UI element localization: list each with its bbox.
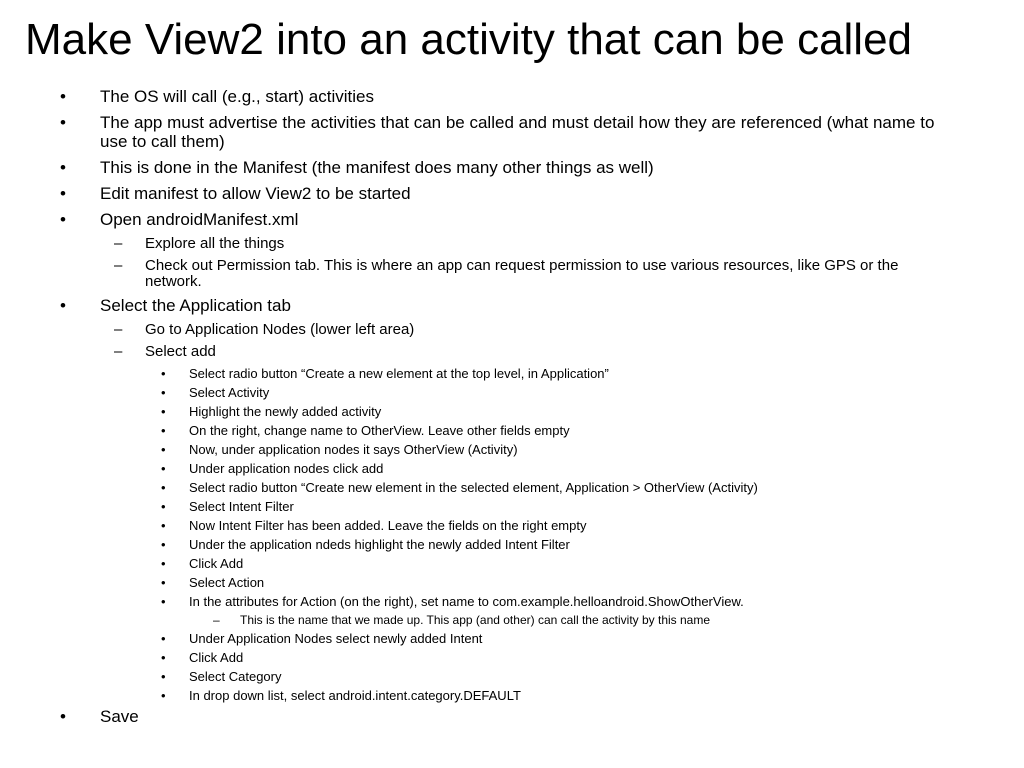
dash-marker-icon: – (114, 235, 123, 252)
bullet-marker-icon: • (161, 499, 166, 514)
bullet-item-level-1 (0, 707, 1024, 726)
bullet-text: Select Activity (189, 385, 270, 400)
bullet-marker-icon: • (60, 158, 66, 177)
bullet-text: Click Add (189, 556, 244, 571)
bullet-marker-icon: • (161, 556, 166, 571)
bullet-item-level-3 (0, 480, 1024, 495)
bullet-item-level-3 (0, 461, 1024, 476)
bullet-text: This is done in the Manifest (the manifest does many other things as well) (100, 158, 654, 177)
bullet-marker-icon: • (161, 518, 166, 533)
dash-marker-icon: – (114, 343, 123, 360)
bullet-marker-icon: • (161, 423, 166, 438)
bullet-text: Under the application ndeds highlight the newly added Intent Filter (189, 537, 570, 552)
bullet-item-level-2 (0, 344, 1024, 360)
bullet-item-level-3 (0, 537, 1024, 552)
bullet-marker-icon: • (161, 594, 166, 609)
bullet-marker-icon: • (161, 404, 166, 419)
bullet-marker-icon: • (161, 537, 166, 552)
bullet-item-level-3 (0, 385, 1024, 400)
bullet-text: Select radio button “Create a new element at the top level, in Application” (189, 366, 609, 381)
bullet-text: In the attributes for Action (on the right), set name to com.example.helloandroid.ShowOtherView. (189, 594, 744, 609)
bullet-text: Under Application Nodes select newly added Intent (189, 631, 483, 646)
bullet-text: Select Intent Filter (189, 499, 294, 514)
slide-title: Make View2 into an activity that can be called (25, 15, 913, 64)
bullet-item-level-1 (0, 158, 1024, 177)
bullet-text: Select the Application tab (100, 296, 291, 315)
bullet-marker-icon: • (60, 296, 66, 315)
bullet-item-level-1 (0, 210, 1024, 229)
bullet-text: The app must advertise the activities that can be called and must detail how they are referenced (what name to use to call them) (100, 113, 935, 151)
bullet-item-level-1 (0, 87, 1024, 106)
bullet-item-level-2 (0, 258, 1024, 290)
bullet-item-level-3 (0, 669, 1024, 684)
bullet-text: This is the name that we made up. This app (and other) can call the activity by this name (240, 613, 711, 627)
bullet-marker-icon: • (161, 385, 166, 400)
bullet-item-level-3 (0, 423, 1024, 438)
bullet-marker-icon: • (161, 631, 166, 646)
bullet-text: Now Intent Filter has been added. Leave the fields on the right empty (189, 518, 587, 533)
bullet-item-level-1 (0, 113, 1024, 151)
bullet-text: Go to Application Nodes (lower left area) (145, 321, 415, 338)
bullet-item-level-3 (0, 631, 1024, 646)
bullet-item-level-1 (0, 296, 1024, 315)
bullet-item-level-3 (0, 366, 1024, 381)
bullet-list (0, 87, 1024, 733)
bullet-marker-icon: • (60, 87, 66, 106)
bullet-marker-icon: • (60, 113, 66, 132)
bullet-item-level-3 (0, 650, 1024, 665)
bullet-item-level-3 (0, 518, 1024, 533)
bullet-text: Edit manifest to allow View2 to be started (100, 184, 411, 203)
bullet-marker-icon: • (161, 669, 166, 684)
bullet-text: Save (100, 707, 139, 726)
bullet-item-level-2 (0, 236, 1024, 252)
bullet-item-level-3 (0, 499, 1024, 514)
bullet-text: In drop down list, select android.intent.category.DEFAULT (189, 688, 521, 703)
bullet-item-level-1 (0, 184, 1024, 203)
bullet-marker-icon: • (161, 575, 166, 590)
bullet-text: On the right, change name to OtherView. Leave other fields empty (189, 423, 570, 438)
bullet-item-level-2 (0, 322, 1024, 338)
bullet-text: Select Action (189, 575, 265, 590)
bullet-text: Check out Permission tab. This is where an app can request permission to use various resources, like GPS or the network. (145, 257, 899, 290)
dash-marker-icon: – (114, 321, 123, 338)
bullet-text: Highlight the newly added activity (189, 404, 382, 419)
bullet-text: Click Add (189, 650, 244, 665)
bullet-text: Select Category (189, 669, 282, 684)
bullet-marker-icon: • (161, 650, 166, 665)
bullet-text: Now, under application nodes it says OtherView (Activity) (189, 442, 518, 457)
bullet-item-level-3 (0, 575, 1024, 590)
bullet-item-level-3 (0, 688, 1024, 703)
bullet-marker-icon: • (60, 184, 66, 203)
bullet-item-level-3 (0, 442, 1024, 457)
bullet-text: Select radio button “Create new element in the selected element, Application > OtherView (Activity) (189, 480, 758, 495)
bullet-marker-icon: • (161, 480, 166, 495)
dash-marker-icon: – (213, 613, 220, 627)
bullet-item-level-3 (0, 404, 1024, 419)
bullet-item-level-3 (0, 594, 1024, 609)
bullet-marker-icon: • (161, 442, 166, 457)
dash-marker-icon: – (114, 257, 123, 274)
bullet-marker-icon: • (161, 688, 166, 703)
bullet-text: Open androidManifest.xml (100, 210, 299, 229)
bullet-item-level-3 (0, 556, 1024, 571)
bullet-marker-icon: • (161, 366, 166, 381)
bullet-text: Select add (145, 343, 216, 360)
bullet-marker-icon: • (60, 210, 66, 229)
bullet-marker-icon: • (161, 461, 166, 476)
bullet-text: Explore all the things (145, 235, 285, 252)
bullet-text: Under application nodes click add (189, 461, 384, 476)
bullet-item-level-4 (0, 613, 1024, 627)
bullet-marker-icon: • (60, 707, 66, 726)
bullet-text: The OS will call (e.g., start) activities (100, 87, 374, 106)
